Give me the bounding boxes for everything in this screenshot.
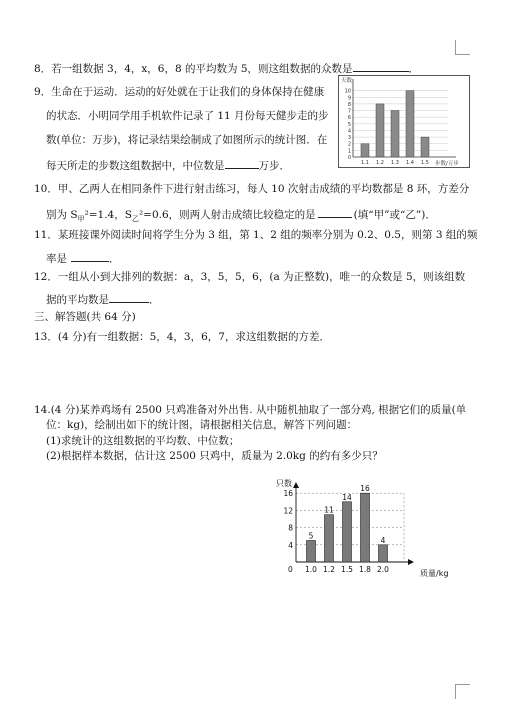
- question-8: [34, 60, 419, 76]
- data-label: 4: [380, 535, 386, 545]
- y-tick-label: 5: [347, 121, 351, 128]
- x-tick-label: 1.4: [406, 160, 414, 166]
- question-11-line-1: 11．某班接课外阅读时间将学生分为 3 组，第 1、2 组的频率分别为 0.2、0.5，则第 3 组的频: [34, 229, 478, 241]
- question-9-line-3: 数(单位：万步)，将记录结果绘制成了如图所示的统计图．在: [46, 134, 328, 146]
- section-heading: 三、解答题(共 64 分): [34, 311, 136, 323]
- y-tick-label: 16: [283, 489, 293, 499]
- question-13: 13．(4 分)有一组数据：5，4，3，6，7，求这组数据的方差．: [34, 331, 330, 343]
- question-11-end: ．: [109, 253, 120, 265]
- bar: [376, 104, 384, 157]
- question-9-line-4: [46, 157, 290, 173]
- data-label: 5: [308, 531, 314, 541]
- question-9-line-1: 9．生命在于运动．运动的好处就在于让我们的身体保持在健康: [34, 86, 325, 98]
- question-10-text-2: ²=1.4，S: [84, 209, 132, 221]
- weight-bar-chart: [268, 476, 458, 580]
- answer-blank[interactable]: [353, 60, 409, 72]
- question-12-text: 据的平均数是: [46, 294, 109, 306]
- question-11-line-2: [46, 250, 120, 266]
- y-tick-label: 8: [347, 101, 351, 108]
- subscript-jia: 甲: [77, 215, 85, 224]
- answer-blank[interactable]: [318, 206, 352, 218]
- y-tick-label: 10: [344, 88, 351, 95]
- bar: [361, 144, 369, 157]
- crop-mark-top-right: [455, 40, 470, 55]
- bar: [307, 541, 316, 563]
- bar: [421, 137, 429, 157]
- bar: [361, 493, 370, 562]
- y-tick-label: 3: [347, 135, 351, 142]
- steps-bar-chart: [338, 75, 470, 168]
- y-tick-label: 8: [288, 523, 293, 533]
- x-tick-label: 1.5: [421, 160, 429, 166]
- bar: [379, 545, 388, 562]
- y-tick-label: 4: [288, 540, 293, 550]
- y-axis-arrow: [293, 482, 299, 488]
- y-axis-label: 天数: [341, 78, 353, 84]
- question-10-text-3: ²=0.6，则两人射击成绩比较稳定的是: [138, 209, 316, 221]
- crop-mark-bottom-right: [455, 684, 470, 699]
- chart-frame: [339, 76, 470, 168]
- y-tick-label: 7: [347, 108, 351, 115]
- x-tick-label: 1.2: [376, 160, 384, 166]
- question-11-text: 率是: [46, 253, 67, 265]
- bar: [406, 91, 414, 157]
- question-10-text: 别为 S: [46, 209, 78, 221]
- data-label: 16: [360, 484, 370, 494]
- question-14-line-3: (1)求统计的这组数据的平均数、中位数；: [46, 435, 240, 447]
- x-tick-label: 1.0: [305, 565, 317, 574]
- question-8-end: ．: [408, 63, 420, 75]
- x-tick-label: 1.5: [341, 565, 353, 574]
- question-9-end: 万步．: [258, 160, 290, 172]
- y-tick-label: 9: [347, 95, 351, 102]
- question-14-line-1: 14.(4 分)某养鸡场有 2500 只鸡准备对外出售. 从中随机抽取了一部分鸡, 根据它们的质量(单: [34, 404, 467, 416]
- question-10-line-1: 10．甲、乙两人在相同条件下进行射击练习，每人 10 次射击成绩的平均数都是 8 环，方差分: [34, 183, 470, 195]
- origin-label: 0: [288, 565, 293, 574]
- data-label: 14: [342, 492, 352, 502]
- answer-blank[interactable]: [225, 157, 259, 169]
- x-tick-label: 1.2: [323, 565, 335, 574]
- y-axis-label: 只数: [276, 479, 292, 488]
- answer-blank[interactable]: [109, 291, 149, 303]
- y-tick-label: 2: [347, 141, 351, 148]
- question-9-text: 每天所走的步数这组数据中，中位数是: [46, 160, 225, 172]
- x-tick-label: 1.3: [391, 160, 399, 166]
- y-tick-label: 12: [283, 506, 293, 516]
- y-tick-label: 1: [347, 148, 351, 155]
- question-8-text: 8．若一组数据 3，4，x，6，8 的平均数为 5，则这组数据的众数是: [34, 63, 353, 75]
- question-12-line-2: [46, 291, 160, 307]
- bar: [325, 515, 334, 562]
- question-9-line-2: 的状态．小明同学用手机软件记录了 11 月份每天健步走的步: [46, 110, 329, 122]
- y-tick-label: 6: [347, 115, 351, 122]
- y-tick-label: 4: [347, 128, 351, 135]
- y-tick-label: 0: [347, 155, 351, 161]
- x-tick-label: 1.8: [359, 565, 371, 574]
- question-10-line-2: [46, 206, 436, 226]
- question-12-end: ．: [149, 294, 160, 306]
- x-axis-arrow: [408, 559, 414, 565]
- x-tick-label: 2.0: [377, 565, 389, 574]
- data-label: 11: [324, 505, 334, 515]
- question-10-end: (填“甲”或“乙”)．: [353, 209, 436, 221]
- x-tick-label: 1.1: [361, 160, 369, 166]
- subscript-yi: 乙: [131, 215, 139, 224]
- question-14-line-4: (2)根据样本数据，估计这 2500 只鸡中，质量为 2.0kg 的约有多少只？: [46, 450, 383, 462]
- answer-blank[interactable]: [71, 250, 109, 262]
- question-14-line-2: 位：kg)，绘制出如下的统计图，请根据相关信息，解答下列问题：: [46, 419, 358, 431]
- x-axis-label: 步数/万步: [435, 161, 459, 167]
- question-12-line-1: 12．一组从小到大排列的数据：a，3，5，5，6，(a 为正整数)，唯一的众数是 5，则该组数: [34, 271, 466, 283]
- x-axis-label: 质量/kg: [420, 569, 449, 578]
- bar: [343, 502, 352, 562]
- bar: [391, 111, 399, 157]
